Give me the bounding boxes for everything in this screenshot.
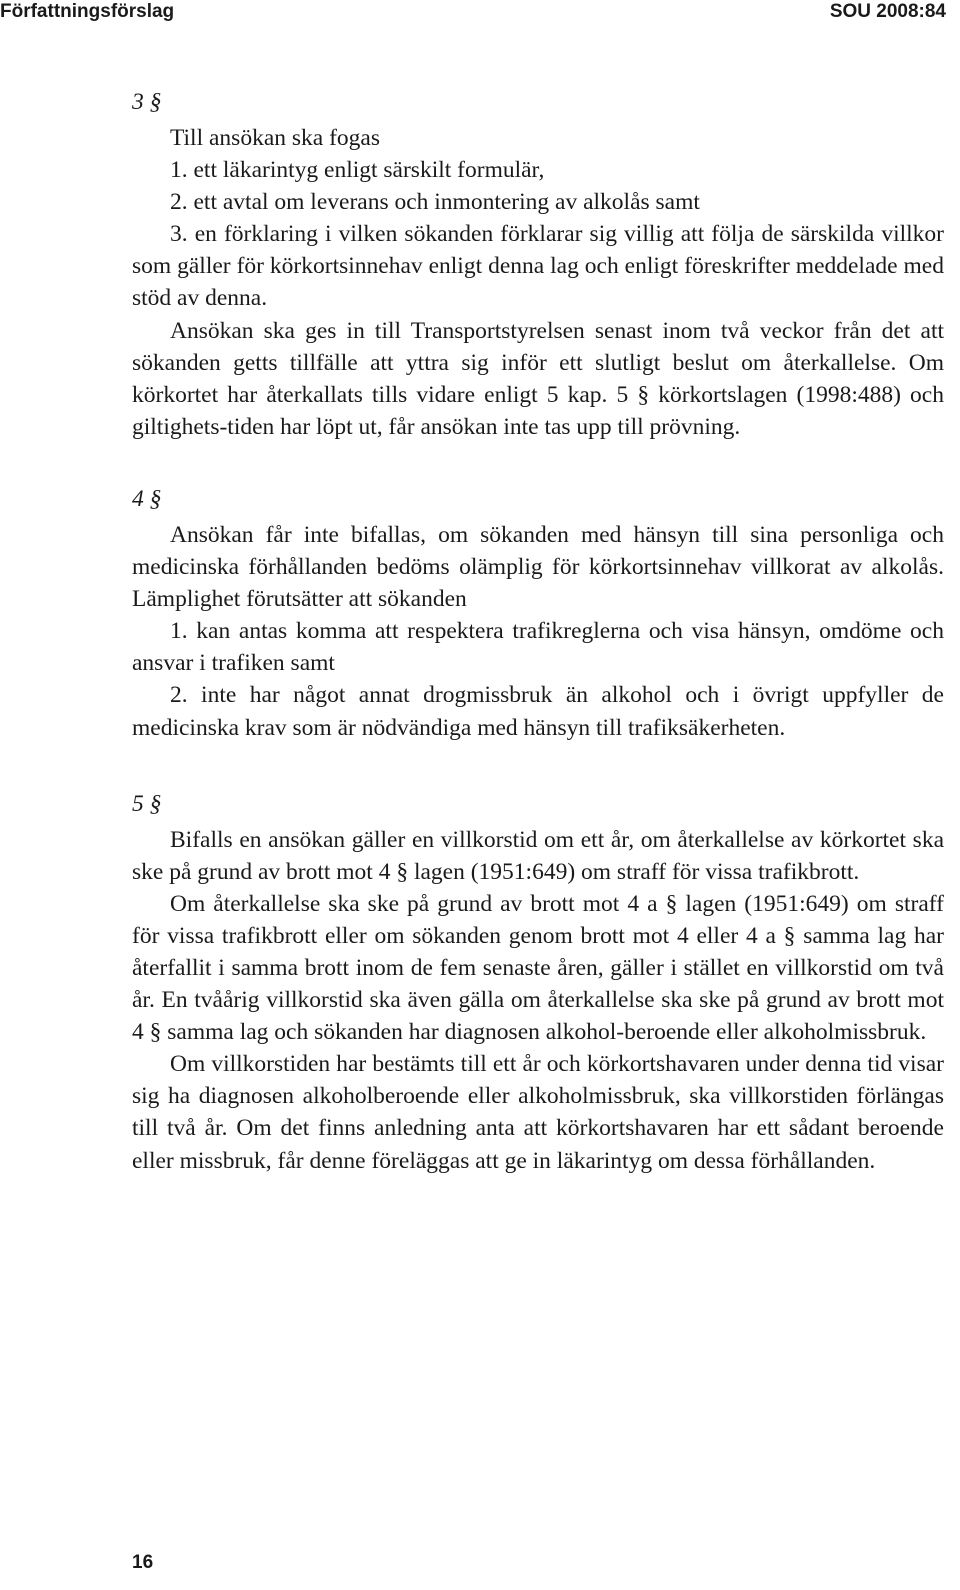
paragraph: Bifalls en ansökan gäller en villkorstid om ett år, om återkallelse av körkortet ska ske på grund av brott mot 4 § lagen (1951:649) om straff för vissa trafikbrott. [132, 826, 944, 885]
list-item: 1. ett läkarintyg enligt särskilt formulär, [170, 157, 545, 184]
paragraph: Ansökan ska ges in till Transportstyrelsen senast inom två veckor från det att sökanden getts tillfälle att yttra sig inför ett slutligt beslut om återkallelse. Om körkortet har återkallats tills vidare enligt 5 kap. 5 § körkortslagen (1998:488) och giltighets-tiden har löpt ut, får ansökan inte tas upp till prövning. [132, 317, 944, 440]
header-section-title: Författningsförslag [0, 1, 175, 22]
section-heading: 4 § [132, 485, 162, 512]
paragraph: Ansökan får inte bifallas, om sökanden med hänsyn till sina personliga och medicinska förhållanden bedöms olämplig för körkortsinnehav villkorat av alkolås. Lämplighet förutsätter att sökanden [132, 521, 944, 613]
running-header [0, 0, 960, 24]
section-heading: 5 § [132, 790, 162, 817]
paragraph: Om villkorstiden har bestämts till ett år och körkortshavaren under denna tid visar sig ha diagnosen alkoholberoende eller alkoholmissbruk, ska villkorstiden förlängas till två år. Om det finns anledning anta att körkortshavaren har ett sådant beroende eller missbruk, får denne föreläggas att ge in läkarintyg om dessa förhållanden. [132, 1051, 944, 1174]
section-5 [132, 784, 944, 1177]
list-item: 1. kan antas komma att respektera trafikreglerna och visa hänsyn, omdöme och ansvar i trafiken samt [132, 618, 944, 677]
section-4 [132, 479, 944, 744]
paragraph: Om återkallelse ska ske på grund av brott mot 4 a § lagen (1951:649) om straff för vissa trafikbrott eller om sökanden genom brott mot 4 eller 4 a § samma lag har återfallit i samma brott inom de fem senaste åren, gäller i stället en villkorstid om två år. En tvåårig villkorstid ska även gälla om återkallelse ska ske på grund av brott mot 4 § samma lag och sökanden har diagnosen alkohol-beroende eller alkoholmissbruk. [132, 890, 944, 1046]
document-body [132, 82, 944, 1177]
list-item: 3. en förklaring i vilken sökanden förklarar sig villig att följa de särskilda villkor som gäller för körkortsinnehav enligt denna lag och enligt föreskrifter meddelade med stöd av denna. [132, 221, 944, 312]
section-heading: 3 § [132, 89, 162, 115]
section-3 [132, 82, 944, 443]
paragraph: Till ansökan ska fogas [170, 125, 380, 151]
header-document-id: SOU 2008:84 [829, 1, 946, 22]
page-number: 16 [132, 1552, 154, 1573]
list-item: 2. ett avtal om leverans och inmontering av alkolås samt [170, 189, 700, 216]
list-item: 2. inte har något annat drogmissbruk än alkohol och i övrigt uppfyller de medicinska krav som är nödvändiga med hänsyn till trafiksäkerheten. [132, 682, 944, 741]
